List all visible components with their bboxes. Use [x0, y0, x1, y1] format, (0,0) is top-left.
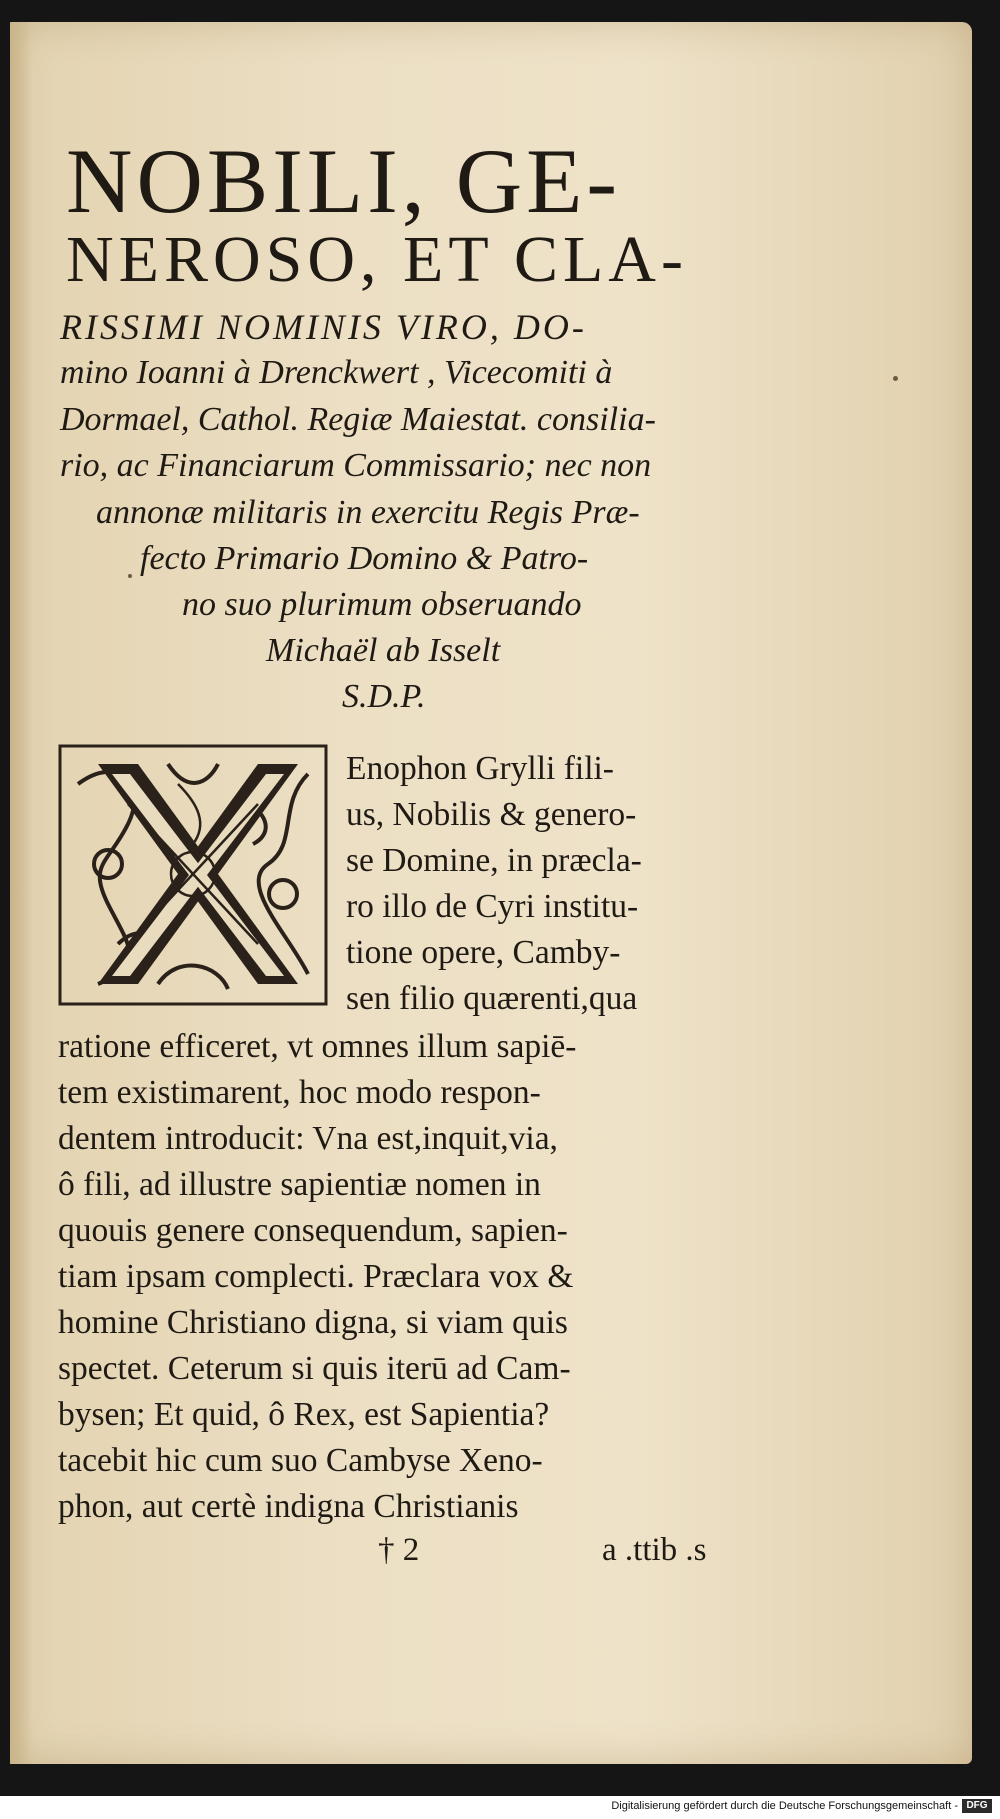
dedication-line-2: Dormael, Cathol. Regiæ Maiestat. consilia-: [60, 401, 656, 438]
body-line-6: sen filio quærenti,qua: [346, 980, 638, 1017]
body-line-8: tem existimarent, hoc modo respon-: [58, 1074, 541, 1111]
body-line-13: homine Christiano digna, si viam quis: [58, 1304, 568, 1341]
body-line-1: Enophon Grylli fili-: [346, 750, 614, 787]
ink-speck: [128, 574, 132, 578]
body-line-15: bysen; Et quid, ô Rex, est Sapientia?: [58, 1396, 550, 1433]
page-gutter: [10, 22, 32, 1764]
body-line-9: dentem introducit: Vna est,inquit,via,: [58, 1120, 558, 1157]
heading-line-3: RISSIMI NOMINIS VIRO, DO-: [60, 307, 587, 347]
body-line-14: spectet. Ceterum si quis iterū ad Cam-: [58, 1350, 571, 1387]
dedication-line-3: rio, ac Financiarum Commissario; nec non: [60, 447, 652, 484]
body-line-4: ro illo de Cyri institu-: [346, 888, 639, 925]
body-line-5: tione opere, Camby-: [346, 934, 621, 971]
funding-note: Digitalisierung gefördert durch die Deutsche Forschungsgemeinschaft -: [611, 1800, 958, 1812]
body-line-12: tiam ipsam complecti. Præclara vox &: [58, 1258, 574, 1295]
body-line-7: ratione efficeret, vt omnes illum sapiē-: [58, 1028, 577, 1065]
body-line-2: us, Nobilis & genero-: [346, 796, 637, 833]
dedication-line-1: mino Ioanni à Drenckwert , Vicecomiti à: [60, 354, 613, 391]
ink-speck: [893, 376, 898, 381]
dedication-line-4: annonæ militaris in exercitu Regis Præ-: [96, 494, 640, 531]
dedication-line-7: Michaël ab Isselt: [266, 632, 501, 669]
body-line-10: ô fili, ad illustre sapientiæ nomen in: [58, 1166, 541, 1203]
body-line-11: quouis genere consequendum, sapien-: [58, 1212, 568, 1249]
dedication-line-6: no suo plurimum obseruando: [182, 586, 582, 623]
body-line-16: tacebit hic cum suo Cambyse Xeno-: [58, 1442, 543, 1479]
dedication-line-5: fecto Primario Domino & Patro-: [140, 540, 589, 577]
catchword: a .ttib .s: [602, 1532, 707, 1568]
dfg-logo: DFG: [962, 1799, 992, 1813]
body-line-17: phon, aut certè indigna Christianis: [58, 1488, 519, 1525]
decorated-initial-x-icon: [58, 744, 328, 1006]
signature-mark: † 2: [378, 1532, 420, 1568]
heading-line-1: NOBILI, GE-: [66, 130, 621, 232]
heading-line-2: NEROSO, ET CLA-: [66, 223, 688, 296]
body-line-3: se Domine, in præcla-: [346, 842, 642, 879]
dedication-line-8: S.D.P.: [342, 678, 426, 715]
